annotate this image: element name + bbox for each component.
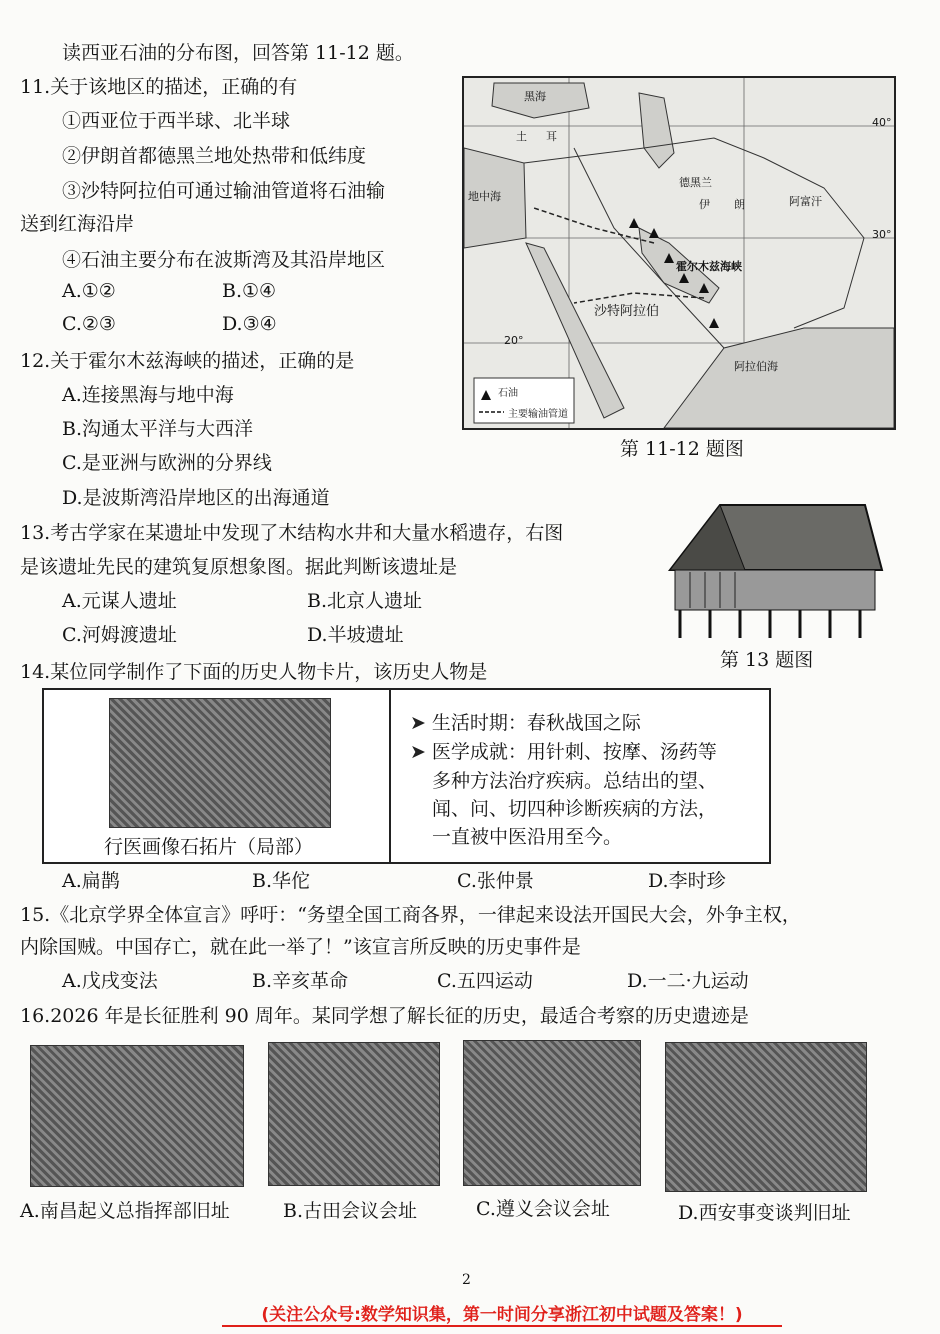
- q11-statement-3b: 送到红海沿岸: [20, 213, 135, 235]
- q15-option-a[interactable]: A.戊戌变法: [62, 970, 158, 992]
- q13-stem-line-2: 是该遗址先民的建筑复原想象图。据此判断该遗址是: [20, 556, 458, 578]
- q13-option-c[interactable]: C.河姆渡遗址: [62, 624, 177, 646]
- card-image-caption: 行医画像石拓片（局部）: [104, 836, 314, 858]
- map-label-tehran: 德黑兰: [679, 176, 712, 189]
- q14-option-b[interactable]: B.华佗: [252, 870, 311, 892]
- q11-statement-2: ②伊朗首都德黑兰地处热带和低纬度: [62, 145, 367, 167]
- q15-option-b[interactable]: B.辛亥革命: [252, 970, 349, 992]
- photo-nanchang-hq: [30, 1045, 244, 1187]
- map-label-lat-30: 30°: [872, 228, 892, 241]
- q13-stem-line-1: 13.考古学家在某遗址中发现了木结构水井和大量水稻遗存，右图: [20, 522, 564, 544]
- card-bullet-1: ➤ 生活时期：春秋战国之际: [410, 712, 641, 734]
- q15-stem-line-2: 内除国贼。中国存亡，就在此一举了！”该宣言所反映的历史事件是: [20, 936, 581, 958]
- q12-option-d[interactable]: D.是波斯湾沿岸地区的出海通道: [62, 487, 330, 509]
- stone-rubbing-image: [109, 698, 331, 828]
- q13-option-d[interactable]: D.半坡遗址: [307, 624, 404, 646]
- q12-option-a[interactable]: A.连接黑海与地中海: [62, 384, 234, 406]
- q12-stem: 12.关于霍尔木兹海峡的描述，正确的是: [20, 350, 355, 372]
- q13-caption: 第 13 题图: [720, 649, 814, 671]
- card-bullet-2-line-2: 多种方法治疗疾病。总结出的望、: [432, 770, 718, 792]
- q14-option-c[interactable]: C.张仲景: [457, 870, 534, 892]
- q14-option-a[interactable]: A.扁鹊: [62, 870, 120, 892]
- q11-option-c[interactable]: C.②③: [62, 313, 116, 335]
- map-caption: 第 11-12 题图: [620, 438, 744, 460]
- map-label-lat-20: 20°: [504, 334, 524, 347]
- q11-option-b[interactable]: B.①④: [222, 280, 277, 302]
- map-label-turkey-2: 耳: [546, 130, 557, 143]
- q16-option-a[interactable]: A.南昌起义总指挥部旧址: [20, 1200, 230, 1222]
- map-label-afghanistan: 阿富汗: [789, 195, 822, 208]
- q15-option-d[interactable]: D.一二·九运动: [627, 970, 749, 992]
- q11-stem: 11.关于该地区的描述，正确的有: [20, 76, 298, 98]
- q12-option-b[interactable]: B.沟通太平洋与大西洋: [62, 418, 254, 440]
- west-asia-oil-map: [462, 76, 896, 430]
- q11-statement-1: ①西亚位于西半球、北半球: [62, 110, 291, 132]
- q11-option-d[interactable]: D.③④: [222, 313, 277, 335]
- map-label-hormuz: 霍尔木兹海峡: [676, 260, 742, 273]
- card-divider: [389, 690, 391, 862]
- q16-option-c[interactable]: C.遵义会议会址: [476, 1198, 610, 1220]
- map-label-arabian-sea: 阿拉伯海: [734, 360, 778, 373]
- intro-text: 读西亚石油的分布图，回答第 11-12 题。: [62, 42, 414, 64]
- card-bullet-2: ➤ 医学成就：用针刺、按摩、汤药等: [410, 741, 717, 763]
- q11-option-a[interactable]: A.①②: [62, 280, 116, 302]
- q16-stem: 16.2026 年是长征胜利 90 周年。某同学想了解长征的历史，最适合考察的历史遗迹是: [20, 1005, 749, 1027]
- map-graphic: [464, 78, 894, 428]
- map-label-saudi-arabia: 沙特阿拉伯: [594, 304, 660, 319]
- map-label-iran-1: 伊: [699, 198, 710, 211]
- map-label-black-sea: 黑海: [524, 90, 546, 103]
- historical-figure-card: [42, 688, 771, 864]
- q15-option-c[interactable]: C.五四运动: [437, 970, 533, 992]
- map-label-mediterranean: 地中海: [468, 190, 501, 203]
- q11-statement-4: ④石油主要分布在波斯湾及其沿岸地区: [62, 249, 386, 271]
- q14-stem: 14.某位同学制作了下面的历史人物卡片，该历史人物是: [20, 661, 488, 683]
- card-bullet-2-line-4: 一直被中医沿用至今。: [432, 826, 623, 848]
- map-label-turkey-1: 土: [516, 130, 527, 143]
- card-bullet-2-line-3: 闻、问、切四种诊断疾病的方法，: [432, 798, 718, 820]
- q13-option-a[interactable]: A.元谋人遗址: [62, 590, 177, 612]
- footer-notice: (关注公众号:数学知识集，第一时间分享浙江初中试题及答案！): [222, 1300, 782, 1327]
- stilt-house-illustration: [650, 500, 886, 640]
- map-legend-pipeline: 主要输油管道: [508, 409, 568, 420]
- q15-stem-line-1: 15.《北京学界全体宣言》呼吁：“务望全国工商各界，一律起来设法开国民大会，外争主权，: [20, 904, 801, 926]
- page-number: 2: [462, 1272, 471, 1288]
- photo-gutian-site: [268, 1042, 440, 1186]
- photo-zunyi-site: [463, 1040, 641, 1186]
- q13-option-b[interactable]: B.北京人遗址: [307, 590, 423, 612]
- map-legend-oil: 石油: [498, 388, 518, 399]
- card-bullet-1-text: 生活时期：春秋战国之际: [431, 712, 641, 734]
- card-bullet-2-text: 医学成就：用针刺、按摩、汤药等: [431, 741, 717, 763]
- photo-xian-site: [665, 1042, 867, 1192]
- q16-option-d[interactable]: D.西安事变谈判旧址: [678, 1202, 851, 1224]
- q14-option-d[interactable]: D.李时珍: [648, 870, 726, 892]
- map-label-lat-40: 40°: [872, 116, 892, 129]
- map-label-iran-2: 朗: [734, 198, 745, 211]
- q12-option-c[interactable]: C.是亚洲与欧洲的分界线: [62, 452, 272, 474]
- q16-option-b[interactable]: B.古田会议会址: [283, 1200, 418, 1222]
- q11-statement-3a: ③沙特阿拉伯可通过输油管道将石油输: [62, 180, 386, 202]
